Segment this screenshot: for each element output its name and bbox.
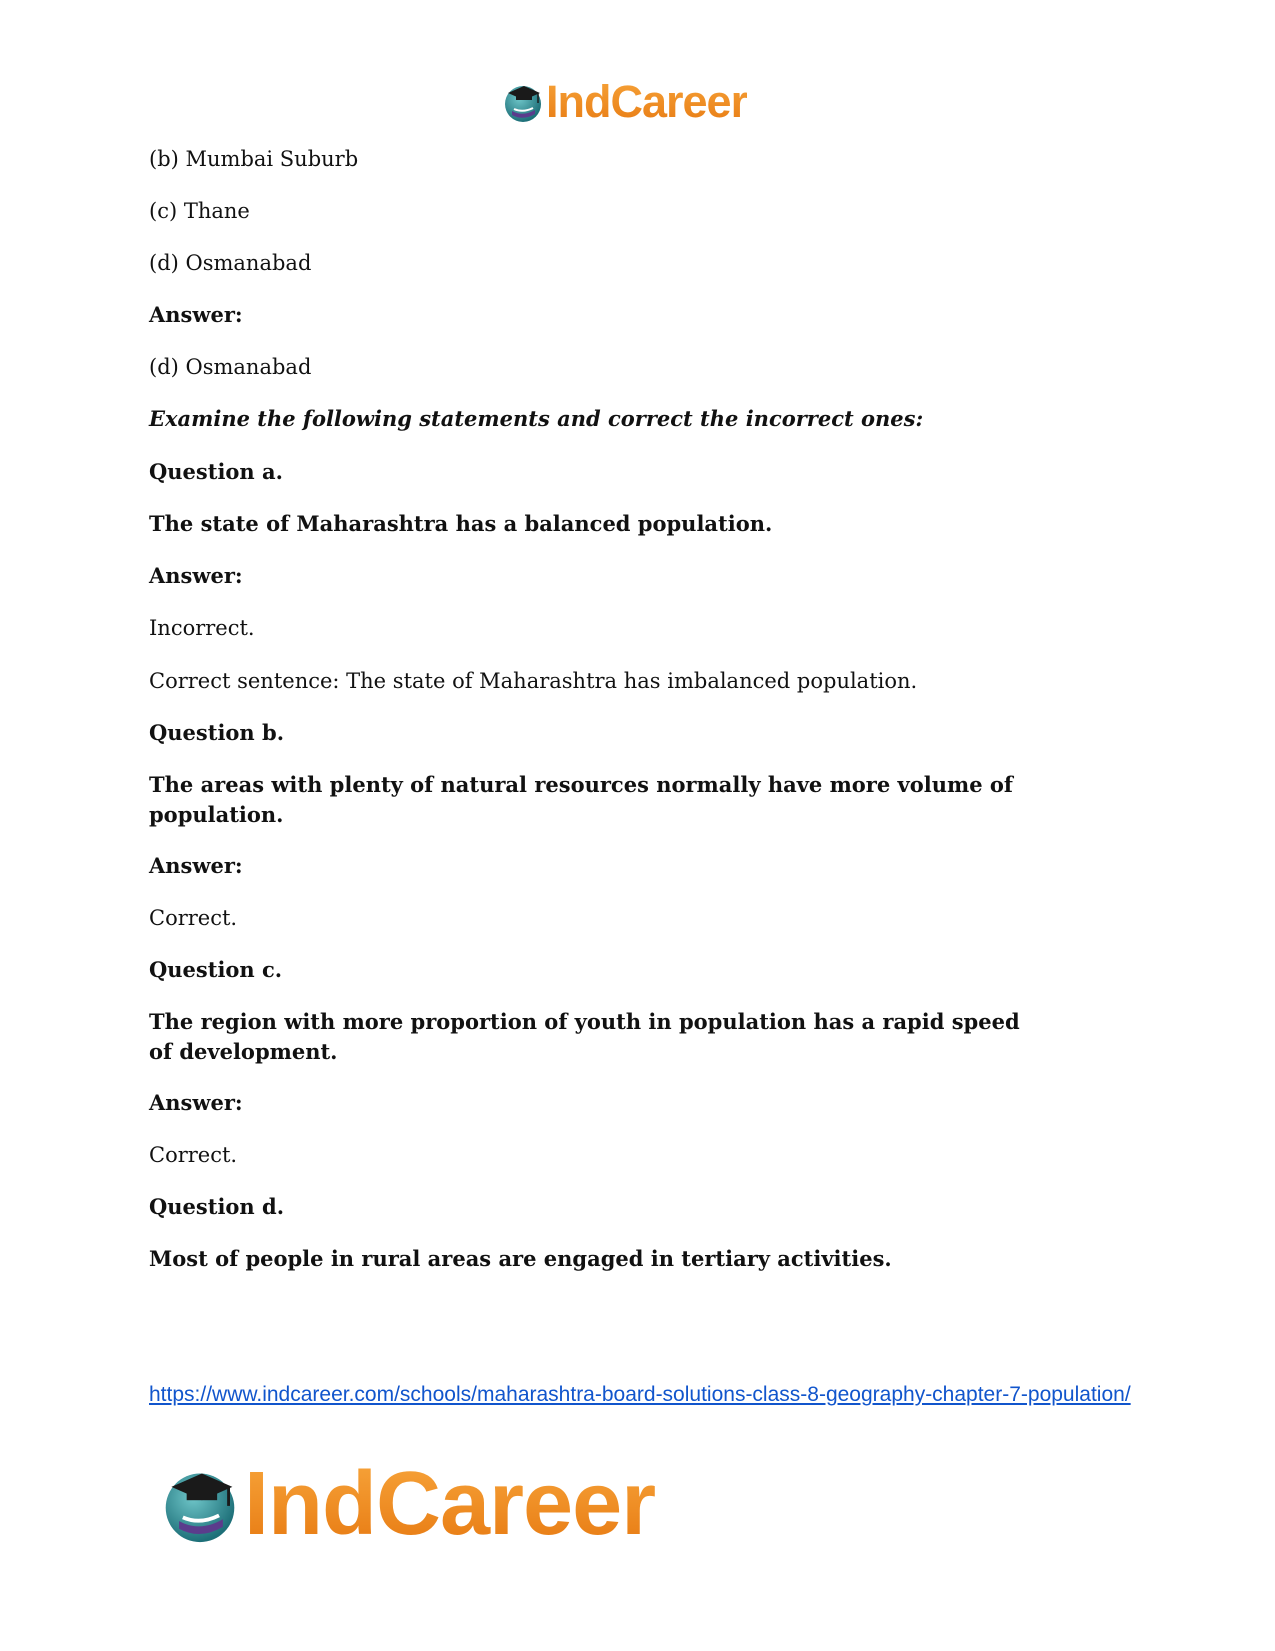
option-d: (d) Osmanabad <box>149 251 312 275</box>
answer-heading: Answer: <box>149 1090 243 1115</box>
answer-text: Incorrect. <box>149 616 255 640</box>
question-a-heading: Question a. <box>149 459 283 484</box>
answer-heading: Answer: <box>149 302 243 327</box>
logo-wordmark: IndCareer <box>244 1454 656 1554</box>
graduation-globe-icon <box>502 81 544 123</box>
answer-text: Correct. <box>149 906 238 930</box>
source-url-link[interactable]: https://www.indcareer.com/schools/maharashtra-board-solutions-class-8-geography-chapter-7-population/ <box>149 1383 1131 1406</box>
question-b-heading: Question b. <box>149 720 285 745</box>
question-d-heading: Question d. <box>149 1194 285 1219</box>
header-logo <box>502 76 747 128</box>
option-c: (c) Thane <box>149 199 250 223</box>
question-a-text: The state of Maharashtra has a balanced population. <box>149 511 773 536</box>
answer-heading: Answer: <box>149 563 243 588</box>
question-c-text: The region with more proportion of youth in population has a rapid speed of development. <box>149 1009 1020 1064</box>
question-d-text: Most of people in rural areas are engaged in tertiary activities. <box>149 1246 892 1271</box>
logo-wordmark: IndCareer <box>546 76 748 127</box>
answer-heading: Answer: <box>149 853 243 878</box>
section-instruction: Examine the following statements and correct the incorrect ones: <box>149 406 924 431</box>
question-c-heading: Question c. <box>149 957 283 982</box>
answer-text: (d) Osmanabad <box>149 355 312 379</box>
answer-text: Correct. <box>149 1143 238 1167</box>
footer-logo <box>160 1454 656 1554</box>
option-b: (b) Mumbai Suburb <box>149 147 359 171</box>
question-b-text: The areas with plenty of natural resources normally have more volume of population. <box>149 772 1013 827</box>
graduation-globe-icon <box>160 1464 240 1544</box>
answer-correction: Correct sentence: The state of Maharashtra has imbalanced population. <box>149 669 918 693</box>
